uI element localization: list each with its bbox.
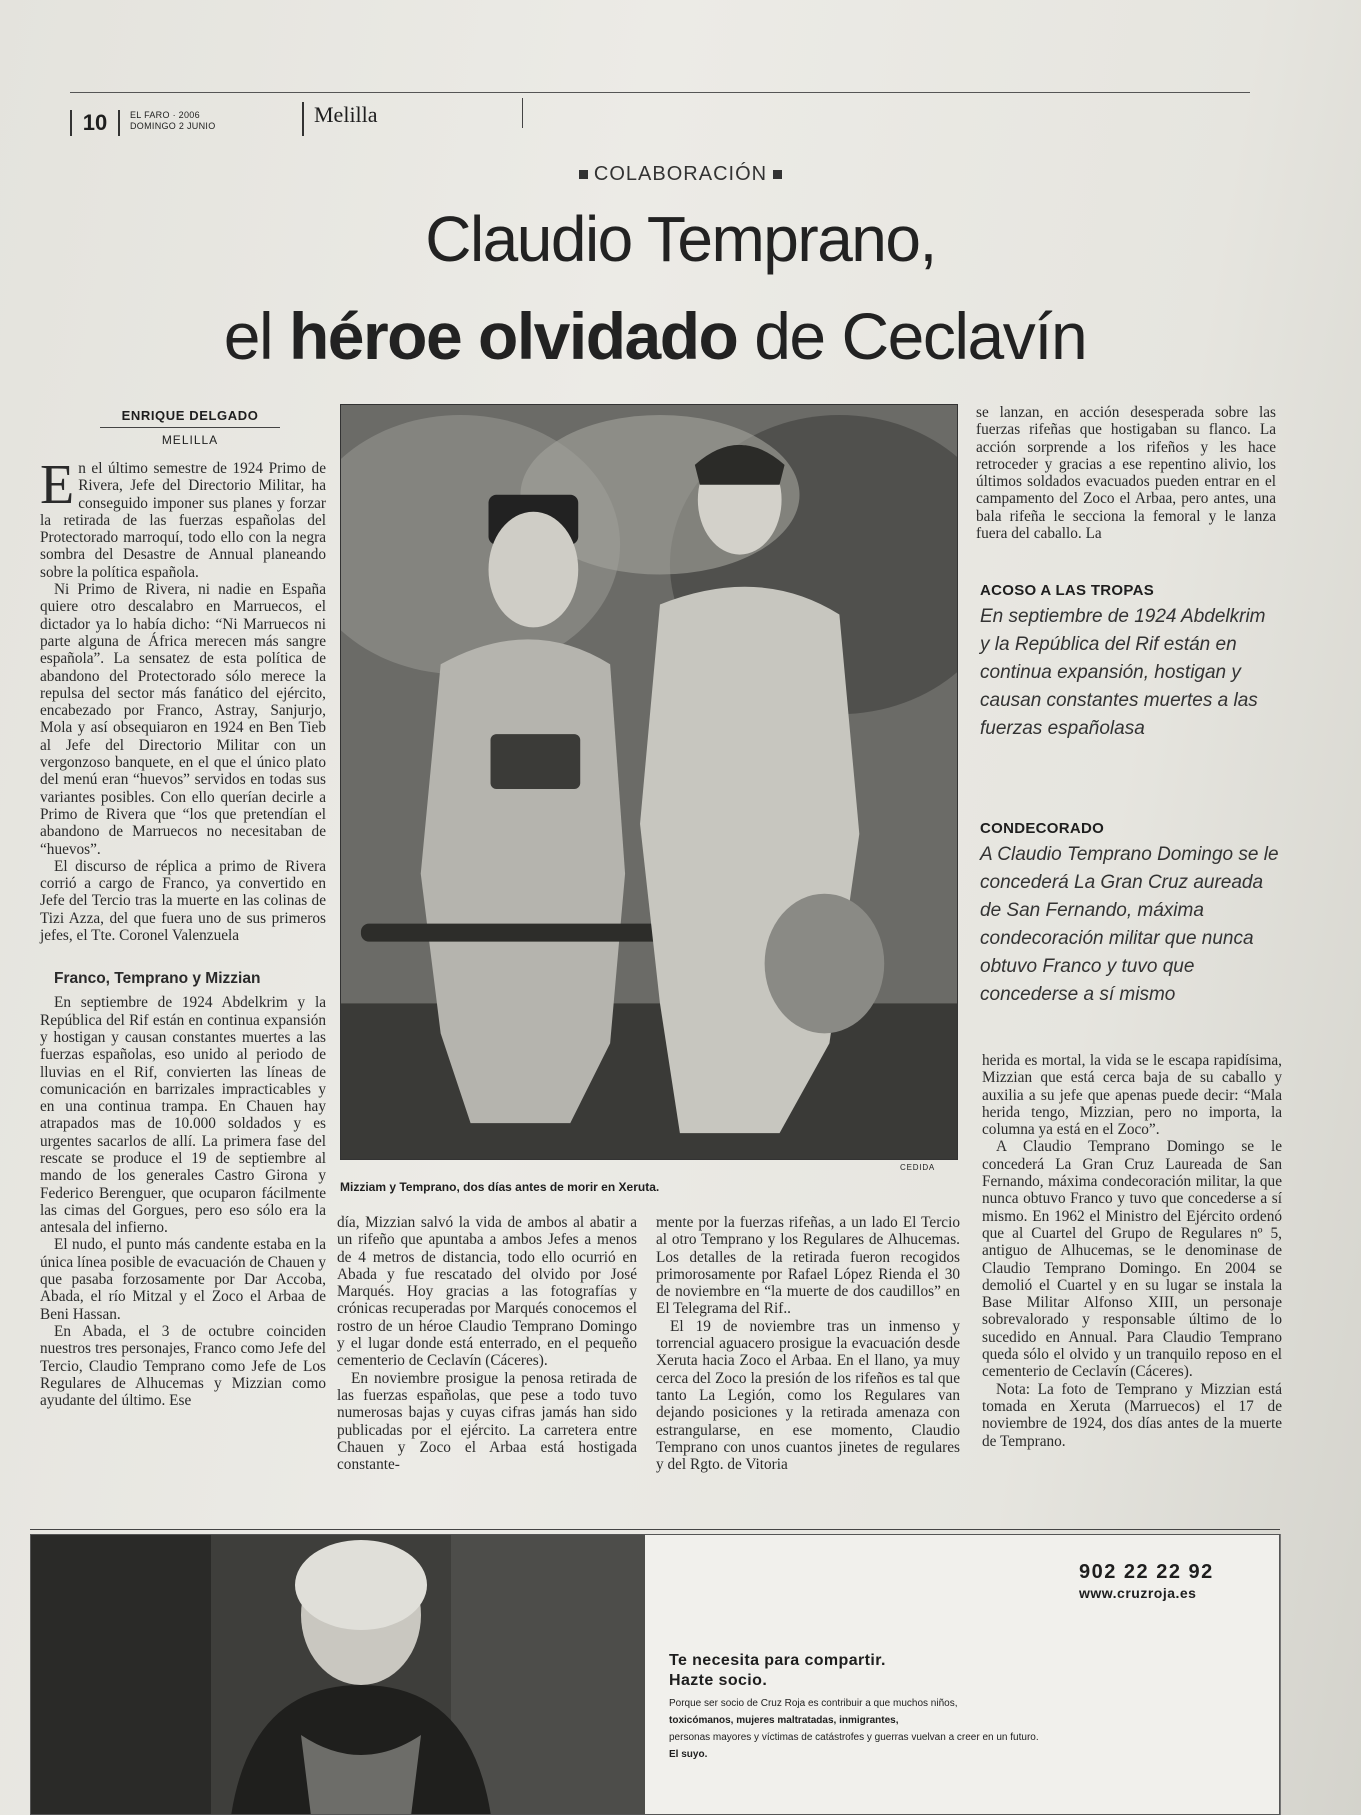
headline-line-2 <box>0 298 1310 374</box>
header-divider <box>302 102 304 136</box>
header-divider-2 <box>522 98 523 128</box>
paragraph: herida es mortal, la vida se le escapa rapidísima, Mizzian que está cerca baja de su caballo y auxilia a su jefe que apenas puede decir: “Mala herida tengo, Mizzian, pero no importa, la columna ya está en el Zoco”. <box>982 1052 1282 1139</box>
ad-photo <box>31 1535 645 1815</box>
pull-quote-2 <box>980 820 1280 1009</box>
paragraph: A Claudio Temprano Domingo se le concederá La Gran Cruz Laureada de San Fernando, máxima condecoración militar, la que nunca obtuvo Franco y tuvo que concederse a sí mismo. En 1962 el Ministro del Ejército ordenó que al Cuartel del Grupo de Regulares nº 5, antiguo de Alhucemas, se le denominase de Claudio Temprano Domingo. En 2004 se demolió el Cuartel y en su lugar se instala la Base Militar Alfonso XIII, un personaje sobrevalorado y responsable último de lo sucedido en Annual. Para Claudio Temprano queda sólo el olvido y un tranquilo reposo en el cementerio de Ceclavín (Cáceres). <box>982 1138 1282 1381</box>
drop-cap: E <box>40 454 75 516</box>
publication-info <box>130 110 216 132</box>
page-header <box>70 92 1250 142</box>
paragraph: En noviembre prosigue la penosa retirada de las fuerzas españolas, que pese a todo tuvo numerosas bajas y cuyas cifras jamás han sido publicadas por el ejército. La carretera entre Chauen y Zoco el Arbaa está hostigada constante- <box>337 1369 637 1474</box>
ad-website-link[interactable]: www.cruzroja.es <box>1079 1585 1197 1601</box>
section-name: Melilla <box>314 102 378 127</box>
publication-date: DOMINGO 2 JUNIO <box>130 121 216 131</box>
ad-subheadline: Hazte socio. <box>669 1672 768 1689</box>
paragraph <box>40 454 326 581</box>
elderly-woman-photo-illustration <box>31 1535 645 1815</box>
article-photo <box>340 404 958 1160</box>
article-column-1 <box>40 454 326 1410</box>
article-column-3 <box>656 1214 960 1473</box>
ad-body-line: toxicómanos, mujeres maltratadas, inmigrantes, <box>669 1715 899 1726</box>
article-column-4-top <box>976 404 1276 542</box>
square-bullet-icon <box>579 170 588 179</box>
ad-headline: Te necesita para compartir. <box>669 1652 886 1669</box>
paragraph: Nota: La foto de Temprano y Mizzian está tomada en Xeruta (Marruecos) el 17 de noviembre de 1924, dos días antes de la muerte de Temprano. <box>982 1380 1282 1450</box>
paragraph: mente por la fuerzas rifeñas, a un lado El Tercio al otro Temprano y los Regulares de Alhucemas. Los detalles de la retirada fueron recogidos primorosamente por Rafael López Rienda el 30 de noviembre en “la muerte de dos caudillos” en El Telegrama del Rif.. <box>656 1214 960 1318</box>
kicker-text: COLABORACIÓN <box>593 163 768 185</box>
header-rule <box>70 92 1250 93</box>
article-kicker <box>0 163 1361 186</box>
publication-name: EL FARO · 2006 <box>130 110 200 120</box>
pull-quote-1 <box>980 582 1280 743</box>
cruz-roja-advertisement <box>30 1534 1280 1815</box>
subheading: Franco, Temprano y Mizzian <box>54 970 261 988</box>
article-column-2 <box>337 1214 637 1473</box>
pull-quote-heading: CONDECORADO <box>980 820 1105 837</box>
headline-line-1: Claudio Temprano, <box>425 203 936 275</box>
paragraph-text: n el último semestre de 1924 Primo de Rivera, Jefe del Directorio Militar, ha conseguido imponer sus planes y forzar la retirada de las fuerzas españolas del Protectorado marroquí, todo ello con la negra sombra del Desastre de Annual planeando sobre la política española. <box>40 460 326 581</box>
dateline-city: MELILLA <box>161 433 219 447</box>
headline-pre: el <box>223 299 289 373</box>
author-byline: ENRIQUE DELGADO <box>100 408 280 428</box>
ad-body-text <box>669 1695 1269 1763</box>
headline-bold: héroe olvidado <box>288 299 738 373</box>
headline-post: de Ceclavín <box>737 299 1087 373</box>
paragraph: Ni Primo de Rivera, ni nadie en España quiere otro descalabro en Marruecos, el dictador ya lo había dicho: “Ni Marruecos ni parte alguna de África merecen más sangre española”. La sensatez de esta política de abandono del Protectorado sólo merece la repulsa del sector más fanático del ejército, encabezado por Franco, Astray, Sanjurjo, Mola y así obsequiaron en 1924 en Ben Tieb al Jefe del Directorio Militar con un vergonzoso banquete, en el que el único plato del menú eran “huevos” servidos en todas sus variantes posibles. Con ello querían decirle a Primo de Rivera que “los que pretendían el abandono de Marruecos no necesitaban de “huevos”. <box>40 581 326 858</box>
ad-body-line: El suyo. <box>669 1749 708 1760</box>
paragraph: El nudo, el punto más candente estaba en la única línea posible de evacuación de Chauen y que pasaba forzosamente por Dar Accoba, Abada, el río Mitzal y el Zoco el Arbaa de Beni Hassan. <box>40 1236 326 1323</box>
page-number: 10 <box>70 110 120 136</box>
ad-right-border <box>1280 1534 1281 1815</box>
pull-quote-heading: ACOSO A LAS TROPAS <box>980 582 1155 599</box>
pull-quote-text: En septiembre de 1924 Abdelkrim y la República del Rif están en continua expansión, hostigan y causan constantes muertes a las fuerzas españolasa <box>980 606 1266 739</box>
soldiers-photo-illustration <box>341 405 957 1159</box>
paragraph: El 19 de noviembre tras un inmenso y torrencial aguacero prosigue la evacuación desde Xeruta hacia Zoco el Arbaa. En el llano, ya muy cerca del Zoco la presión de los rifeños es tal que tanto La Legión, como los Regulares van dejando posiciones y la retirada amenaza con estrangularse, en ese momento, Claudio Temprano con unos cuantos jinetes de regulares y del Rgto. de Vitoria <box>656 1317 960 1474</box>
photo-credit: CEDIDA <box>900 1163 936 1172</box>
paragraph: El discurso de réplica a primo de Rivera corrió a cargo de Franco, ya convertido en Jefe del Tercio tras la muerte en las colinas de Tizi Azza, del que fuera uno de sus primeros jefes, el Tte. Coronel Valenzuela <box>40 857 326 945</box>
ad-phone: 902 22 22 92 <box>1079 1561 1214 1583</box>
pull-quote-text: A Claudio Temprano Domingo se le concederá La Gran Cruz aureada de San Fernando, máxima condecoración militar que nunca obtuvo Franco y tuvo que concederse a sí mismo <box>980 844 1279 1005</box>
ad-body-line: Porque ser socio de Cruz Roja es contribuir a que muchos niños, <box>669 1698 958 1709</box>
ad-separator-rule <box>30 1529 1280 1530</box>
paragraph: se lanzan, en acción desesperada sobre las fuerzas rifeñas que hostigaban su flanco. La acción sorprende a los rifeños y les hace retroceder y gracias a ese repentino alivio, los últimos soldados evacuados pueden entrar en el campamento del Zoco el Arbaa, pero antes, una bala rifeña le secciona la femoral y le lanza fuera del caballo. La <box>976 404 1276 543</box>
paragraph: En Abada, el 3 de octubre coinciden nuestros tres personajes, Franco como Jefe del Tercio, Claudio Temprano como Jefe de Los Regulares de Alhucemas y Mizzian como ayudante del último. Ese <box>40 1322 326 1410</box>
paragraph: En septiembre de 1924 Abdelkrim y la República del Rif están en continua expansión y hostigan y causan constantes muertes a las fuerzas españolas, eso unido al periodo de lluvias en el Rif, convierten las líneas de comunicación en barrizales impracticables y en una continua trampa. En Chauen hay atrapados mas de 10.000 soldados y es urgentes sacarlos de allí. La primera fase del rescate se produce el 19 de septiembre al mando de los generales Castro Girona y Federico Berenguer, que ocuparon fácilmente las cimas del Gorgues, pero eso sólo era la antesala del infierno. <box>40 994 326 1237</box>
photo-caption: Mizziam y Temprano, dos días antes de morir en Xeruta. <box>340 1180 660 1194</box>
article-column-4-bottom <box>982 1052 1282 1450</box>
square-bullet-icon <box>773 170 782 179</box>
paragraph: día, Mizzian salvó la vida de ambos al abatir a un rifeño que apuntaba a ambos Jefes a menos de 4 metros de distancia, todo ello ocurrió en Abada y fue rescatado del olvido por José Marqués. Hoy gracias a las fotografías y crónicas recuperadas por Marqués conocemos el rostro de un héroe Claudio Temprano Domingo y el lugar donde está enterrado, en el pequeño cementerio de Ceclavín (Cáceres). <box>337 1214 637 1370</box>
ad-body-line: personas mayores y víctimas de catástrofes y guerras vuelvan a creer en un futuro. <box>669 1732 1039 1743</box>
